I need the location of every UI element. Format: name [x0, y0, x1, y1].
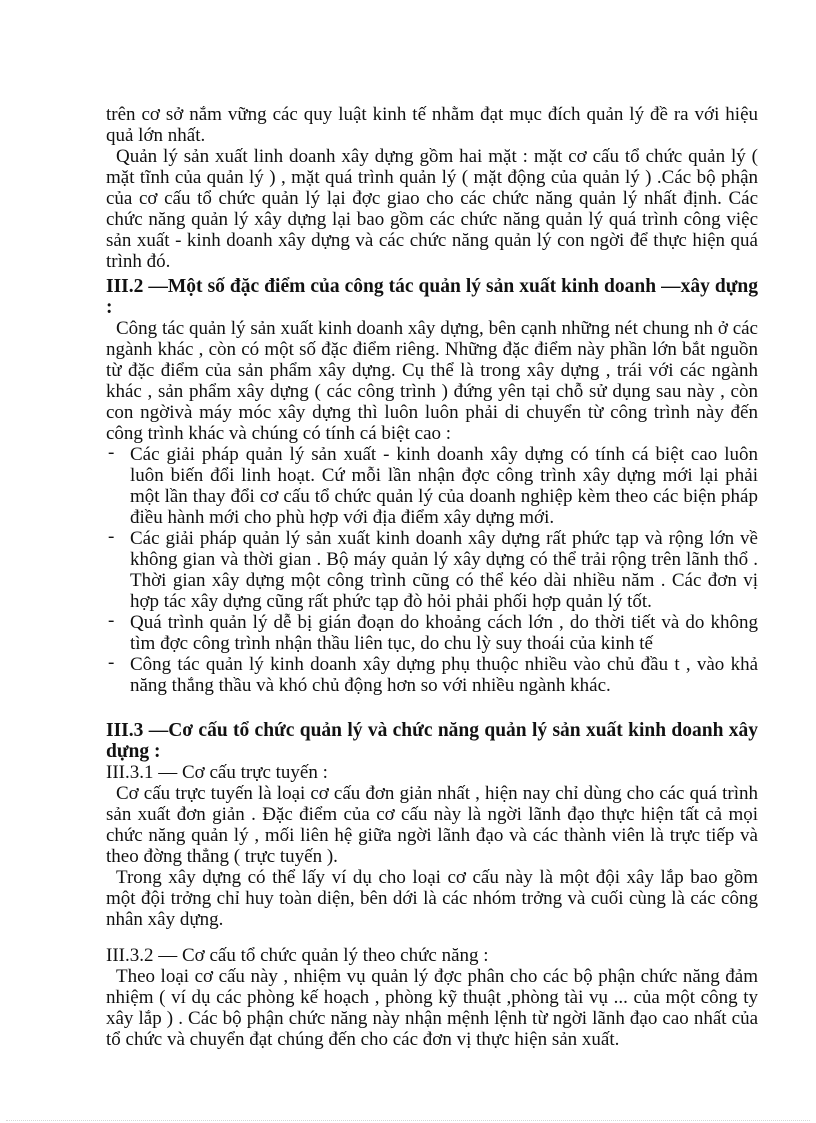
list-item-text: Các giải pháp quản lý sản xuất kinh doanh xây dựng rất phức tạp và rộng lớn về không gian và thời gian . Bộ máy quản lý xây dựng có thể trải rộng trên lãnh thổ . Thời gian xây dựng một công trình cũng có thể kéo dài nhiều năm . Các đơn vị hợp tác xây dựng cũng rất phức tạp đò hỏi phải phối hợp quản lý tốt.: [130, 528, 758, 612]
dash-bullet: -: [108, 652, 115, 673]
subsection-3-3-2-paragraph-1: Theo loại cơ cấu này , nhiệm vụ quản lý đợc phân cho các bộ phận chức năng đảm nhiệm ( ví dụ các phòng kế hoạch , phòng kỹ thuật ,phòng tài vụ ... của một công ty xây lắp ) . Các bộ phận chức năng này nhận mệnh lệnh từ ngời lãnh đạo cao nhất của tổ chức và chuyển đạt chúng đến cho các đơn vị thực hiện sản xuất.: [106, 966, 758, 1050]
intro-paragraph-2: Quản lý sản xuất linh doanh xây dựng gồm hai mặt : mặt cơ cấu tổ chức quản lý ( mặt tĩnh của quản lý ) , mặt quá trình quản lý ( mặt động của quản lý ) .Các bộ phận của cơ cấu tổ chức quản lý lại đợc giao cho các chức năng quản lý nhất định. Các chức năng quản lý xây dựng lại bao gồm các chức năng quản lý quá trình công việc sản xuất - kinh doanh xây dựng và các chức năng quản lý con ngời để thực hiện quá trình đó.: [106, 146, 758, 272]
intro-section: [106, 104, 758, 272]
subsection-3-3-1-paragraph-2: Trong xây dựng có thể lấy ví dụ cho loại cơ cấu này là một đội xây lắp bao gồm một đội trởng chỉ huy toàn diện, bên dới là các nhóm trởng và cuối cùng là các công nhân xây dựng.: [106, 867, 758, 930]
section-3-2-bullet-list: [106, 444, 758, 696]
spacer: [106, 930, 758, 945]
section-3-3: [106, 720, 758, 1050]
list-item: [106, 612, 758, 654]
list-item-text: Quá trình quản lý dễ bị gián đoạn do khoảng cách lớn , do thời tiết và do không tìm đợc công trình nhận thầu liên tục, do chu lỳ suy thoái của kinh tế: [130, 612, 758, 654]
list-item-text: Các giải pháp quản lý sản xuất - kinh doanh xây dựng có tính cá biệt cao luôn luôn biến đổi linh hoạt. Cứ mỗi lần nhận đợc công trình xây dựng mới lại phải một lần thay đổi cơ cấu tổ chức quản lý của doanh nghiệp kèm theo các biện pháp điều hành mới cho phù hợp với địa điểm xây dựng mới.: [130, 444, 758, 528]
list-item-text: Công tác quản lý kinh doanh xây dựng phụ thuộc nhiều vào chủ đầu t , vào khả năng thắng thầu và khó chủ động hơn so với nhiều ngành khác.: [130, 654, 758, 696]
subsection-3-3-1-title: III.3.1 — Cơ cấu trực tuyến :: [106, 762, 328, 783]
dash-bullet: -: [108, 610, 115, 631]
section-3-2-paragraph: Công tác quản lý sản xuất kinh doanh xây dựng, bên cạnh những nét chung nh ở các ngành khác , còn có một số đặc điểm riêng. Những đặc điểm này phần lớn bắt nguồn từ đặc điểm của sản phẩm xây dựng. Cụ thể là trong xây dựng , trái với các ngành khác , sản phẩm xây dựng ( các công trình ) đứng yên tại chỗ sử dụng sau này , còn con ngờivà máy móc xây dựng thì luôn luôn phải di chuyển từ công trình này đến công trình khác và chúng có tính cá biệt cao :: [106, 318, 758, 444]
dash-bullet: -: [108, 442, 115, 463]
section-3-2: [106, 276, 758, 696]
list-item: [106, 654, 758, 696]
dash-bullet: -: [108, 526, 115, 547]
page-bottom-rule: [6, 1120, 810, 1121]
intro-paragraph-1: trên cơ sở nắm vững các quy luật kinh tế nhằm đạt mục đích quản lý đề ra với hiệu quả lớn nhất.: [106, 104, 758, 146]
subsection-3-3-2-title: III.3.2 — Cơ cấu tổ chức quản lý theo chức năng :: [106, 945, 489, 966]
list-item: [106, 444, 758, 528]
section-3-3-heading: III.3 —Cơ cấu tổ chức quản lý và chức năng quản lý sản xuất kinh doanh xây dựng :: [106, 720, 758, 762]
section-3-2-heading: III.2 —Một số đặc điểm của công tác quản lý sản xuất kinh doanh —xây dựng :: [106, 276, 758, 318]
list-item: [106, 528, 758, 612]
subsection-3-3-1-paragraph-1: Cơ cấu trực tuyến là loại cơ cấu đơn giản nhất , hiện nay chỉ dùng cho các quá trình sản xuất đơn giản . Đặc điểm của cơ cấu này là ngời lãnh đạo thực hiện tất cả mọi chức năng quản lý , mối liên hệ giữa ngời lãnh đạo và các thành viên là trực tiếp và theo đờng thẳng ( trực tuyến ).: [106, 783, 758, 867]
